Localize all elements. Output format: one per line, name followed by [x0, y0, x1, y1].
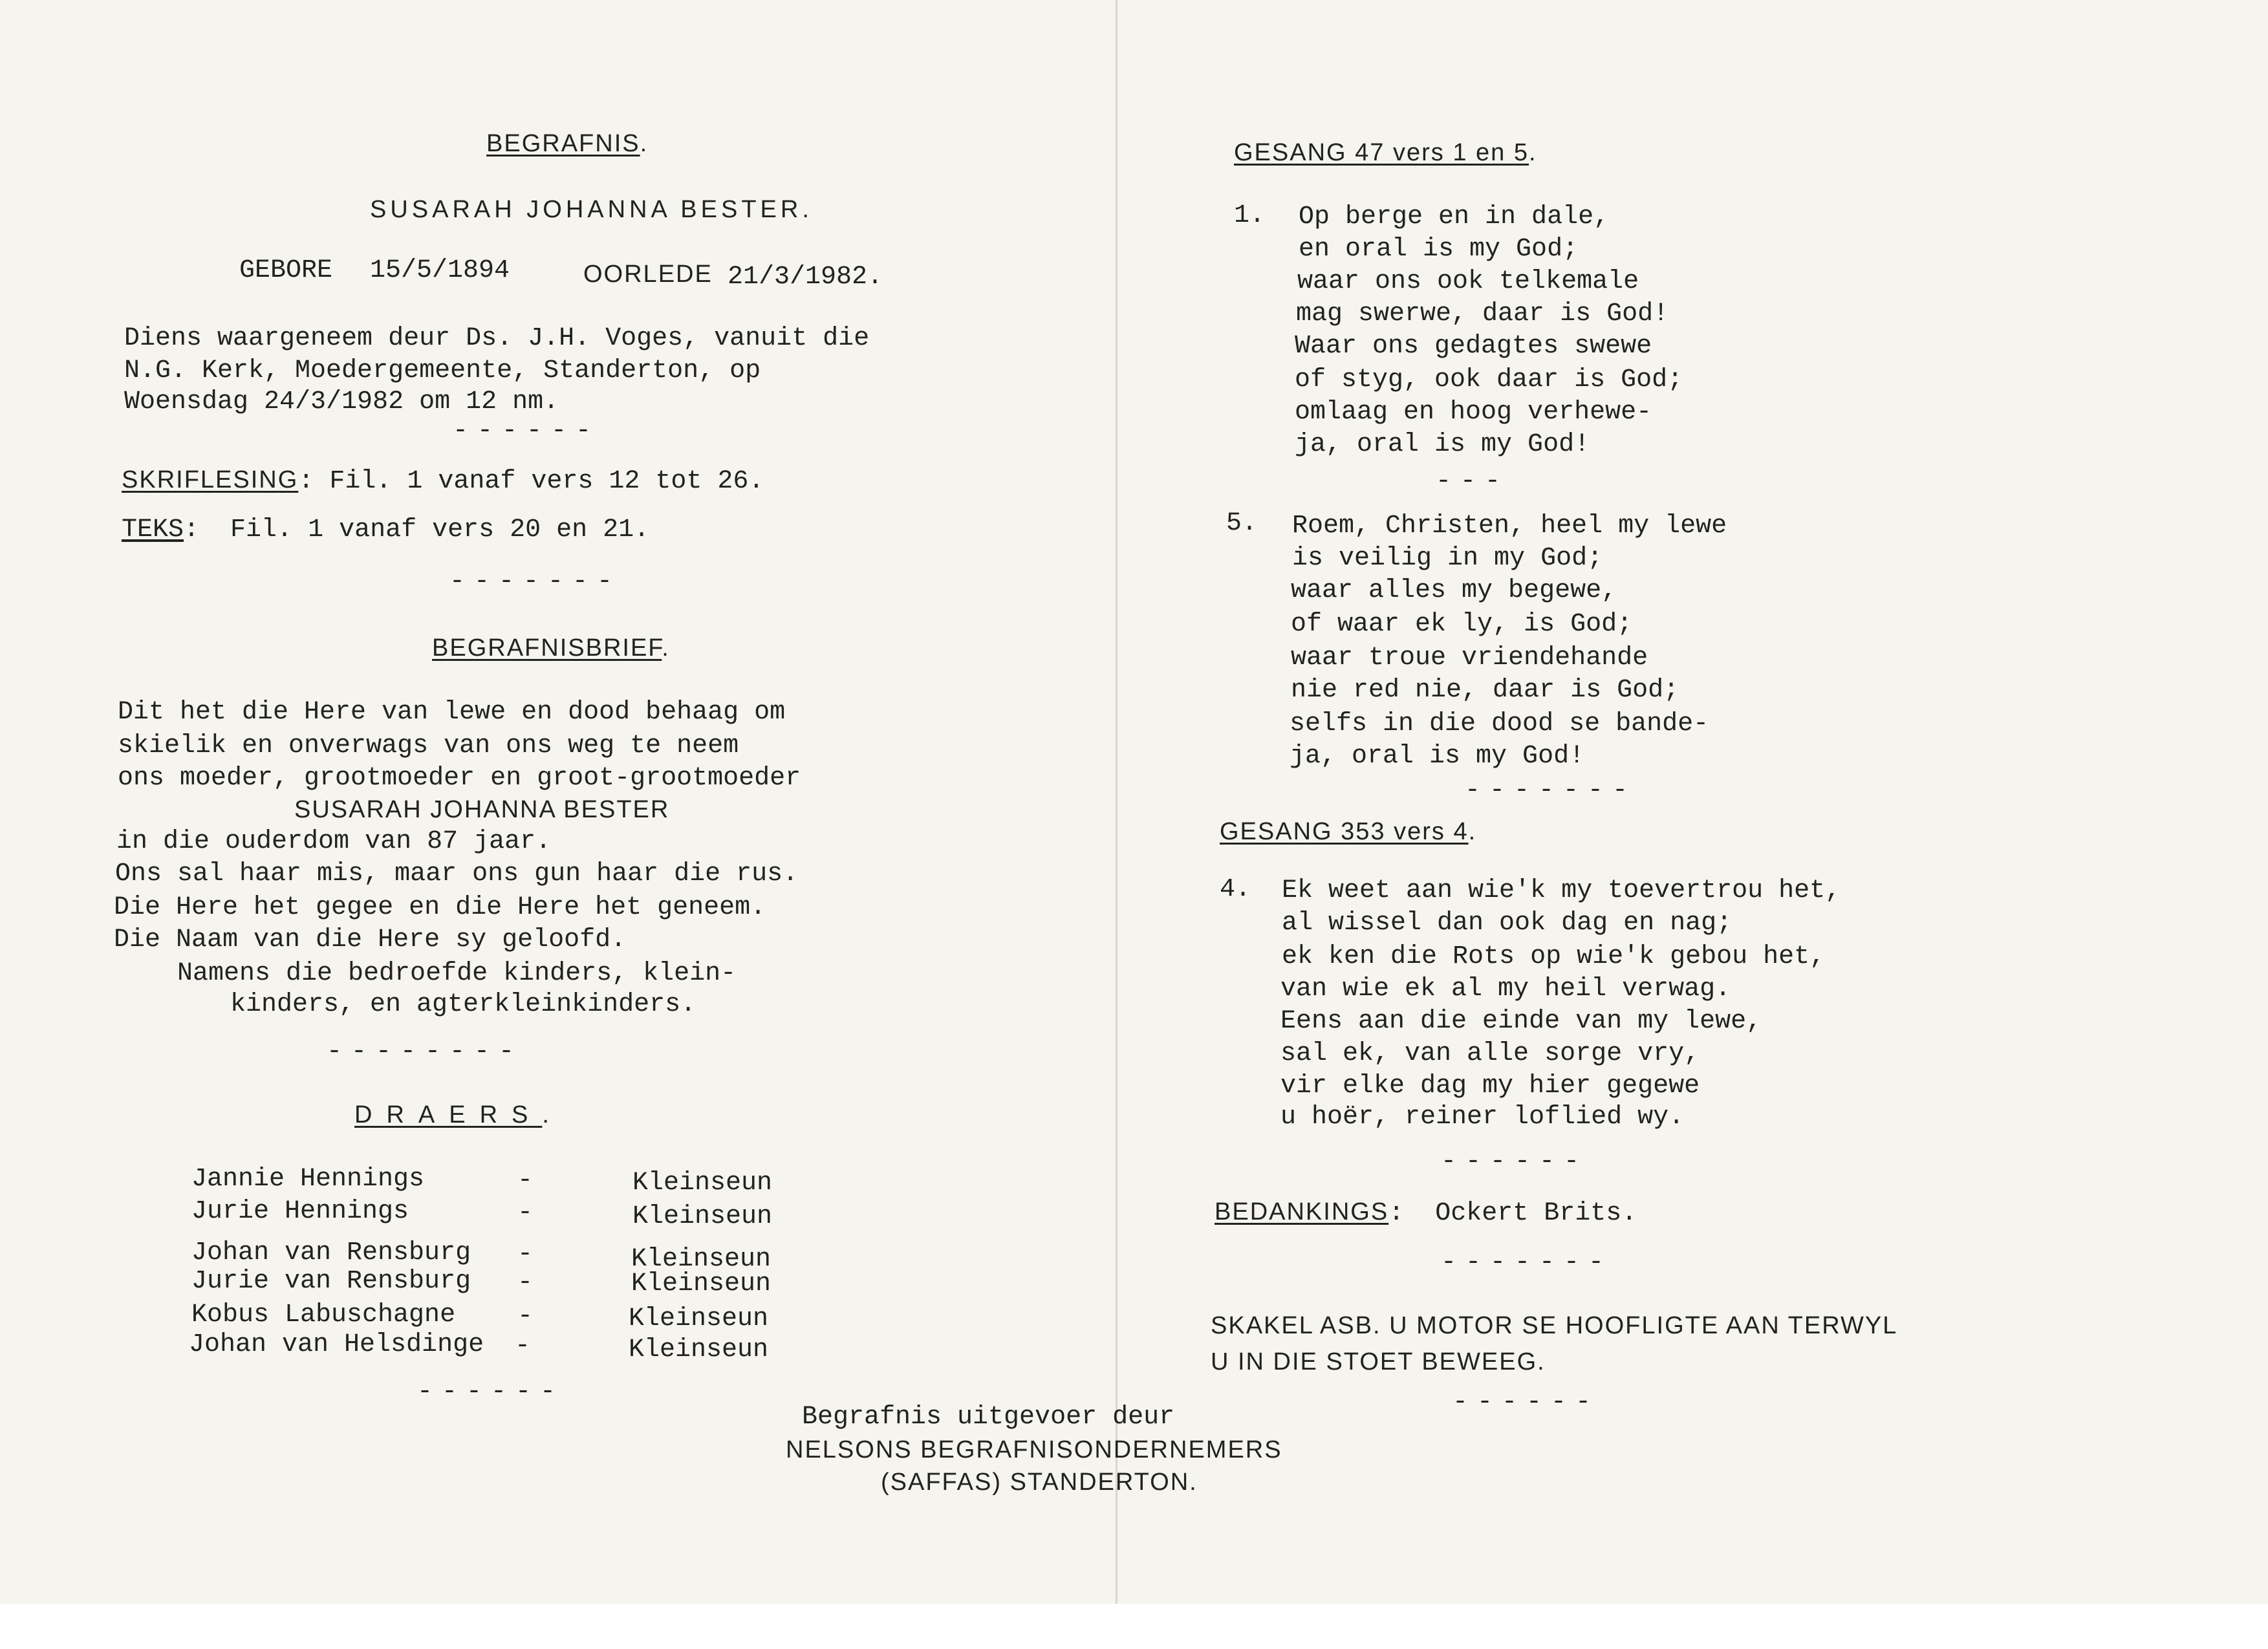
verse-line: of waar ek ly, is God; — [1291, 610, 1633, 639]
service-line-3: Woensdag 24/3/1982 om 12 nm. — [124, 387, 559, 416]
service-line-1: Diens waargeneem deur Ds. J.H. Voges, vanuit die — [124, 324, 870, 353]
thanks-label: BEDANKINGS — [1215, 1198, 1389, 1225]
letter-title — [432, 632, 670, 663]
verse-line: waar alles my begewe, — [1291, 576, 1617, 605]
hymn-1-title-text: GESANG 47 vers 1 en 5 — [1234, 139, 1529, 166]
bearer-name: Kobus Labuschagne — [191, 1300, 456, 1330]
bearer-relation: Kleinseun — [632, 1169, 773, 1198]
verse-line: selfs in die dood se bande- — [1290, 709, 1709, 738]
letter-line-7: Die Here het gegee en die Here het geneem. — [114, 893, 766, 922]
hymn-1-verse-5-number: 5. — [1226, 509, 1258, 538]
reading-row — [122, 464, 764, 497]
funeral-title-text: BEGRAFNIS — [486, 130, 640, 157]
reading-label: SKRIFLESING — [122, 466, 299, 493]
verse-line: waar ons ook telkemale — [1297, 267, 1639, 296]
letter-line-2: skielik en onverwags van ons weg te neem — [118, 731, 739, 760]
service-line-2: N.G. Kerk, Moedergemeente, Standerton, op — [124, 356, 761, 385]
bearer-dash: - — [517, 1166, 534, 1195]
verse-line: Roem, Christen, heel my lewe — [1292, 512, 1727, 541]
verse-line: Op berge en in dale, — [1299, 202, 1610, 232]
text-text: Fil. 1 vanaf vers 20 en 21. — [230, 515, 650, 544]
letter-line-9: Namens die bedroefde kinders, klein- — [177, 959, 737, 988]
reading-text: Fil. 1 vanaf vers 12 tot 26. — [329, 467, 764, 496]
bearer-dash: - — [517, 1268, 534, 1297]
separator-2: ------ — [1441, 1147, 1589, 1176]
verse-line: is veilig in my God; — [1292, 544, 1603, 573]
bearer-relation: Kleinseun — [632, 1202, 773, 1231]
verse-line: al wissel dan ook dag en nag; — [1282, 909, 1733, 938]
verse-line: sal ek, van alle sorge vry, — [1280, 1039, 1700, 1068]
letter-line-3: ons moeder, grootmoeder en groot-grootmoeder — [118, 764, 801, 793]
separator-4: ------ — [417, 1377, 565, 1406]
notice-line-2: U IN DIE STOET BEWEEG. — [1211, 1348, 1546, 1375]
separator-2: ------- — [449, 567, 622, 596]
thanks-name: Ockert Brits. — [1435, 1199, 1637, 1228]
letter-title-suffix: . — [662, 634, 670, 662]
verse-line: Eens aan die einde van my lewe, — [1280, 1007, 1762, 1036]
birth-date: 15/5/1894 — [370, 256, 510, 285]
bearer-dash: - — [517, 1302, 534, 1331]
verse-line: nie red nie, daar is God; — [1291, 676, 1679, 705]
bearer-name: Johan van Helsdinge — [189, 1330, 484, 1359]
text-row — [122, 515, 649, 546]
verse-line: van wie ek al my heil verwag. — [1280, 975, 1731, 1004]
separator-1: ------- — [1465, 776, 1637, 805]
page-fold — [1116, 0, 1118, 1604]
verse-line: Ek weet aan wie'k my toevertrou het, — [1282, 876, 1841, 905]
hymn-1-title-suffix: . — [1528, 139, 1537, 166]
letter-line-1: Dit het die Here van lewe en dood behaag om — [118, 698, 786, 727]
death-label: OORLEDE — [583, 261, 713, 288]
footer-line-1: Begrafnis uitgevoer deur — [802, 1403, 1175, 1432]
bearer-relation: Kleinseun — [631, 1269, 772, 1299]
bearer-name: Jannie Hennings — [191, 1165, 425, 1194]
hymn-2-title-suffix: . — [1468, 818, 1477, 845]
birth-label: GEBORE — [239, 256, 333, 285]
bearers-title-text: DRAERS — [354, 1101, 543, 1128]
thanks-colon: : — [1388, 1199, 1405, 1228]
deceased-name: SUSARAH JOHANNA BESTER. — [370, 196, 813, 223]
verse-line: ek ken die Rots op wie'k gebou het, — [1282, 942, 1826, 971]
bearer-relation: Kleinseun — [629, 1304, 769, 1333]
separator-1: ------ — [453, 416, 601, 446]
bearer-dash: - — [515, 1331, 531, 1361]
verse-line: vir elke dag my hier gegewe — [1280, 1072, 1700, 1101]
separator-3: ------- — [1441, 1248, 1614, 1277]
death-date: 21/3/1982. — [728, 263, 883, 292]
bearer-name: Johan van Rensburg — [191, 1238, 471, 1267]
bearer-relation: Kleinseun — [631, 1245, 772, 1274]
verse-line: u hoër, reiner loflied wy. — [1280, 1103, 1685, 1132]
verse-line: of styg, ook daar is God; — [1295, 365, 1683, 394]
verse-line: Waar ons gedagtes swewe — [1295, 332, 1652, 361]
verse-line: mag swerwe, daar is God! — [1296, 299, 1669, 329]
verse-separator: --- — [1436, 467, 1510, 496]
letter-title-text: BEGRAFNISBRIEF — [432, 634, 662, 662]
letter-line-8: Die Naam van die Here sy geloofd. — [114, 925, 627, 954]
letter-line-10: kinders, en agterkleinkinders. — [230, 990, 697, 1019]
funeral-title-suffix: . — [640, 130, 649, 157]
funeral-title — [486, 128, 648, 159]
hymn-2-title-text: GESANG 353 vers 4 — [1220, 818, 1469, 845]
bearer-name: Jurie Hennings — [191, 1197, 409, 1226]
bearer-dash: - — [517, 1240, 534, 1269]
scan-margin — [0, 1604, 2268, 1649]
text-colon: : — [184, 515, 200, 544]
bearers-title — [354, 1099, 550, 1130]
bearer-dash: - — [517, 1198, 534, 1227]
separator-3: -------- — [327, 1037, 524, 1066]
verse-line: waar troue vriendehande — [1291, 643, 1648, 673]
hymn-2-verse-4-number: 4. — [1220, 875, 1251, 904]
bearers-title-suffix: . — [542, 1101, 550, 1128]
reading-colon: : — [298, 467, 314, 496]
verse-line: en oral is my God; — [1299, 235, 1579, 264]
hymn-2-title — [1220, 816, 1476, 847]
footer-line-2: NELSONS BEGRAFNISONDERNEMERS — [786, 1436, 1282, 1463]
hymn-1-title — [1234, 137, 1537, 168]
verse-line: omlaag en hoog verhewe- — [1295, 398, 1652, 427]
letter-line-4: SUSARAH JOHANNA BESTER — [294, 796, 670, 823]
bearer-name: Jurie van Rensburg — [191, 1267, 471, 1296]
text-label: TEKS — [122, 515, 184, 544]
bearer-relation: Kleinseun — [629, 1335, 769, 1364]
verse-line: ja, oral is my God! — [1290, 742, 1585, 771]
verse-line: ja, oral is my God! — [1295, 430, 1590, 459]
letter-line-6: Ons sal haar mis, maar ons gun haar die rus. — [115, 859, 799, 889]
notice-line-1: SKAKEL ASB. U MOTOR SE HOOFLIGTE AAN TERWYL — [1211, 1312, 1898, 1339]
footer-line-3: (SAFFAS) STANDERTON. — [881, 1469, 1198, 1496]
letter-line-5: in die ouderdom van 87 jaar. — [116, 827, 552, 856]
separator-4: ------ — [1453, 1388, 1601, 1417]
thanks-row — [1215, 1196, 1637, 1229]
hymn-1-verse-1-number: 1. — [1234, 201, 1266, 230]
